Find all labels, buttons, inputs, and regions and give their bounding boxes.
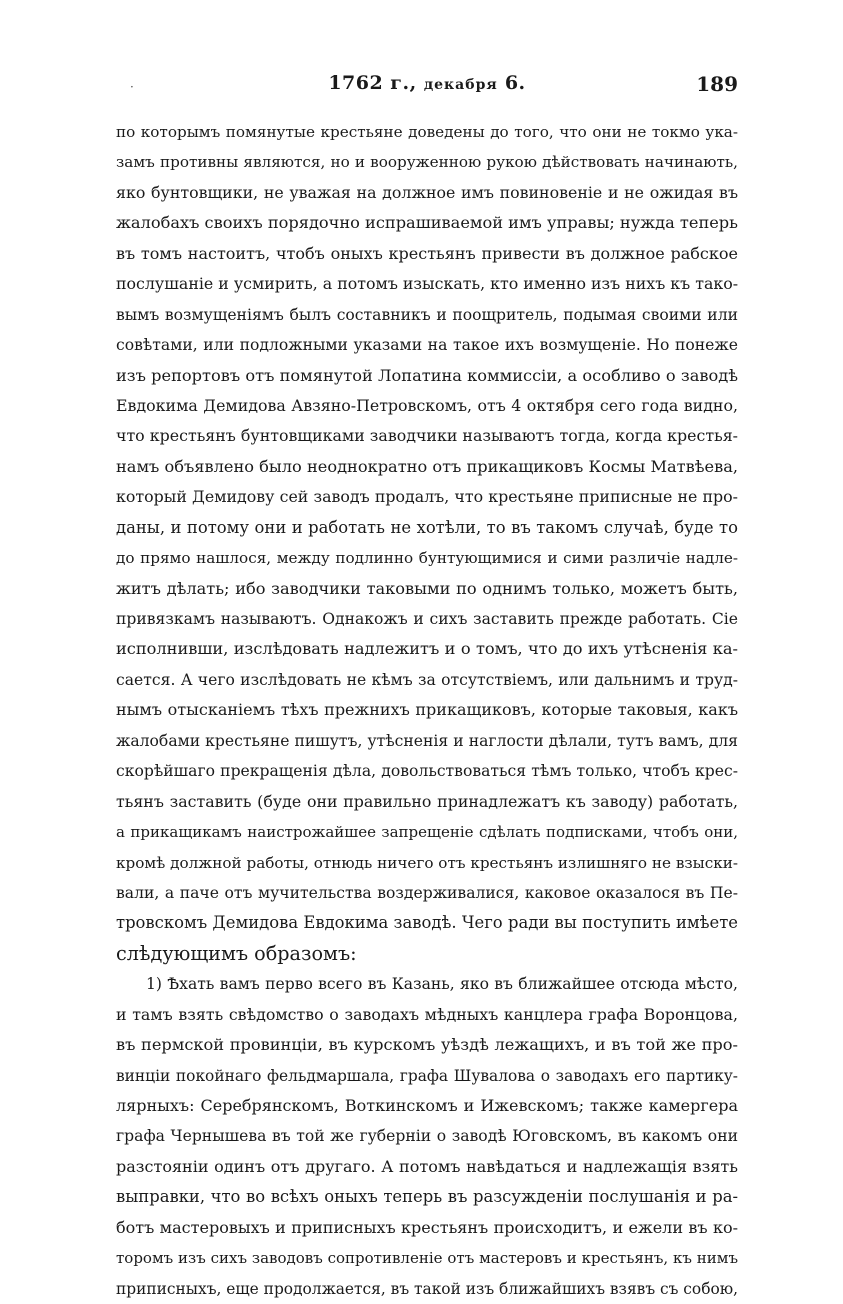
text-line: слѣдующимъ образомъ: — [116, 941, 357, 965]
text-line: исполнивши, изслѣдовать надлежитъ и о томъ, что до ихъ утѣсненія ка- — [116, 639, 738, 659]
page-number: 189 — [696, 72, 738, 96]
text-line: и тамъ взять свѣдомство о заводахъ мѣдныхъ канцлера графа Воронцова, — [116, 1004, 738, 1024]
header-day: 6. — [504, 72, 526, 94]
text-line: въ пермской провинціи, въ курскомъ уѣздѣ лежащихъ, и въ той же про- — [116, 1035, 738, 1055]
text-line: приписныхъ, еще продолжается, въ такой изъ ближайшихъ взявъ съ собою, — [116, 1279, 739, 1298]
body-text — [116, 117, 738, 1304]
text-line: вымъ возмущеніямъ былъ составникъ и поощритель, подымая своими или — [116, 305, 738, 324]
text-line: скорѣйшаго прекращенія дѣла, довольствоваться тѣмъ только, чтобъ крес- — [116, 762, 738, 781]
text-line: жалобами крестьяне пишутъ, утѣсненія и наглости дѣлали, тутъ вамъ, для — [116, 731, 738, 750]
text-line: торомъ изъ сихъ заводовъ сопротивленіе отъ мастеровъ и крестьянъ, къ нимъ — [116, 1249, 738, 1268]
text-line: что крестьянъ бунтовщиками заводчики называютъ тогда, когда крестья- — [116, 426, 738, 446]
text-line: замъ противны являются, но и вооруженною рукою дѣйствовать начинають, — [116, 153, 738, 172]
text-line: житъ дѣлать; ибо заводчики таковыми по однимъ только, можетъ быть, — [116, 578, 738, 598]
running-title — [116, 72, 738, 94]
text-line: тровскомъ Демидова Евдокима заводѣ. Чего ради вы поступить имѣете — [116, 913, 738, 933]
text-line: жалобахъ своихъ порядочно испрашиваемой имъ управы; нужда теперь — [116, 213, 738, 233]
text-line: лярныхъ: Серебрянскомъ, Воткинскомъ и Ижевскомъ; также камергера — [116, 1096, 738, 1115]
text-line: совѣтами, или подложными указами на такое ихъ возмущеніе. Но понеже — [116, 336, 738, 355]
text-line: до прямо нашлося, между подлинно бунтующимися и сими различіе надле- — [116, 549, 738, 568]
text-line: въ томъ настоитъ, чтобъ оныхъ крестьянъ привести въ должное рабское — [116, 243, 738, 263]
text-line: винціи покойнаго фельдмаршала, графа Шувалова о заводахъ его партику- — [116, 1066, 738, 1085]
text-line: даны, и потому они и работать не хотѣли, то въ такомъ случаѣ, буде то — [116, 517, 738, 537]
text-line: яко бунтовщики, не уважая на должное имъ повиновеніе и не ожидая въ — [116, 182, 738, 202]
page-header — [116, 72, 738, 102]
text-line: который Демидову сей заводъ продалъ, что крестьяне приписные не про- — [116, 487, 738, 507]
text-line: послушаніе и усмирить, а потомъ изыскать, кто именно изъ нихъ къ тако- — [116, 274, 739, 294]
text-line: привязкамъ называютъ. Однакожъ и сихъ заставить прежде работать. Сіе — [116, 610, 738, 628]
text-line: по которымъ помянутые крестьяне доведены до того, что они не токмо ука- — [116, 123, 738, 141]
text-line: вали, а паче отъ мучительства воздерживалися, каковое оказалося въ Пе- — [116, 883, 738, 902]
text-line: 1) Ѣхать вамъ перво всего въ Казань, яко въ ближайшее отсюда мѣсто, — [146, 975, 738, 994]
text-line: Евдокима Демидова Авзяно-Петровскомъ, отъ 4 октября сего года видно, — [116, 395, 738, 415]
text-line: изъ репортовъ отъ помянутой Лопатина коммиссіи, а особливо о заводѣ — [116, 365, 738, 385]
header-year: 1762 г., — [328, 72, 417, 94]
text-line: тьянъ заставить (буде они правильно принадлежатъ къ заводу) работать, — [116, 791, 738, 811]
text-line: намъ объявлено было неоднократно отъ прикащиковъ Космы Матвѣева, — [116, 456, 738, 476]
header-marker: · — [130, 80, 134, 94]
text-line: нымъ отысканіемъ тѣхъ прежнихъ прикащиковъ, которые таковыя, какъ — [116, 700, 738, 720]
text-line: разстояніи одинъ отъ другаго. А потомъ навѣдаться и надлежащія взять — [116, 1156, 738, 1176]
text-line: кромѣ должной работы, отнюдь ничего отъ крестьянъ излишняго не взыски- — [116, 853, 738, 872]
text-line: сается. А чего изслѣдовать не кѣмъ за отсутствіемъ, или дальнимъ и труд- — [116, 670, 738, 689]
text-line: графа Чернышева въ той же губерніи о заводѣ Юговскомъ, въ какомъ они — [116, 1127, 738, 1146]
text-line: выправки, что во всѣхъ оныхъ теперь въ разсужденіи послушанія и ра- — [116, 1187, 738, 1207]
text-line: ботъ мастеровыхъ и приписныхъ крестьянъ происходитъ, и ежели въ ко- — [116, 1217, 738, 1237]
text-line: а прикащикамъ наистрожайшее запрещеніе сдѣлать подписками, чтобъ они, — [116, 823, 738, 842]
header-month: декабря — [423, 77, 498, 93]
